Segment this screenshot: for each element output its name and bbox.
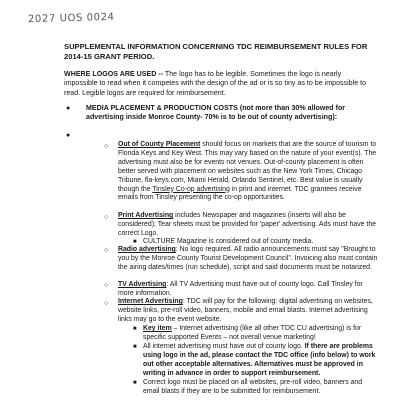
bullet-square-icon: ■ xyxy=(133,239,137,245)
bullet-circle-icon: ○ xyxy=(104,300,109,307)
document-heading: SUPPLEMENTAL INFORMATION CONCERNING TDC REIMBURSEMENT RULES FOR 2014-15 GRANT PERIOD. xyxy=(64,42,368,61)
item-out-of-county-text: should focus on markets that are the source of tourism to Florida Keys and Key West. This may vary based on the nature of your event(s). The advertising must also be for events not venues. Out-of-county placement is often better served with placement on websites such as the New York Times, Chicago Tribune, fla-keys.com, Miami Herald, Orlando Sentinel, etc. Best value is usually though the xyxy=(118,141,377,193)
item-out-of-county-text2: in print and internet. TDC grantees receive emails from Tinsley presenting the co-op opportunities. xyxy=(118,185,362,202)
item-tv xyxy=(118,281,380,299)
bullet-circle-icon: ○ xyxy=(104,282,109,289)
key-item-text: – Internet advertising (like all other TDC CU advertising) is for specific supported Events – not overall venue marketing! xyxy=(143,325,362,341)
bullet-square-icon: ■ xyxy=(133,326,137,332)
item-out-of-county xyxy=(118,141,380,203)
intro-text: The logo has to be legible. Sometimes the logo is nearly impossible to read when it competes with the design of the ad or is so tiny as to be impossible to read. Legible logos are required for reimbursement. xyxy=(64,70,367,97)
item-print-sub: CULTURE Magazine is considered out of county media. xyxy=(143,238,314,245)
bullet-circle-icon: ○ xyxy=(104,143,109,150)
item-print xyxy=(118,212,380,239)
item-internet-text: : TDC will pay for the following: digital advertising on websites, website links, pre-roll video, banners, mobile and email blasts. Internet advertising links may go to the event website. xyxy=(118,298,373,323)
intro-label: WHERE LOGOS ARE USED -- xyxy=(64,70,164,78)
item-tv-title: TV Advertising xyxy=(118,281,167,288)
intro-paragraph xyxy=(64,70,376,98)
section-media-placement: MEDIA PLACEMENT & PRODUCTION COSTS (not more than 30% allowed for advertising inside Monroe County- 70% is to be out of county advertising): xyxy=(86,104,346,122)
item-radio-text: : No logo required. All radio announcements must say "Brought to you by the Monroe County Tourist Development Council". Invoicing also must contain the airing dates/times (run schedule), script and said documents must be notarized. xyxy=(118,246,378,271)
key-item-label: Key item xyxy=(143,325,172,332)
sub-logo-rule xyxy=(143,343,380,379)
item-radio xyxy=(118,246,380,273)
logo-rule-bold: If there are problems using logo in the ad, please contact the TDC office (info below) to work out other acceptable alternatives. Alternatives must be approved in writing in advance in order to support reimbursement. xyxy=(143,343,376,377)
item-internet xyxy=(118,298,380,325)
bullet-dot-icon: ● xyxy=(66,132,71,139)
item-internet-title: Internet Advertising xyxy=(118,298,183,305)
sub-placement: Correct logo must be placed on all websites, pre-roll video, banners and email blasts if they are to be submitted for reimbursement. xyxy=(143,379,363,395)
bullet-square-icon: ■ xyxy=(133,344,137,350)
item-out-of-county-title: Out of County Placement xyxy=(118,141,201,148)
bullet-circle-icon: ○ xyxy=(104,214,109,221)
handwritten-note: 2027 UOS 0024 xyxy=(27,11,115,26)
logo-rule-text: All internet advertising must have out of county logo. xyxy=(143,343,305,350)
item-print-title: Print Advertising xyxy=(118,212,174,219)
bullet-circle-icon: ○ xyxy=(104,247,109,254)
item-radio-title: Radio advertising xyxy=(118,246,176,253)
bullet-dot-icon: ● xyxy=(66,105,71,112)
sub-key-item xyxy=(143,325,380,343)
bullet-square-icon: ■ xyxy=(133,380,137,386)
tinsley-link[interactable]: Tinsley Co-op advertising xyxy=(152,185,230,193)
item-print-text: includes Newspaper and magazines (inserts will also be considered); Tear sheets must be provided for 'paper' advertising. Ads must have the correct Logo. xyxy=(118,212,376,237)
item-tv-text: : All TV Advertising must have out of county logo. Call Tinsley for more information. xyxy=(118,281,363,297)
